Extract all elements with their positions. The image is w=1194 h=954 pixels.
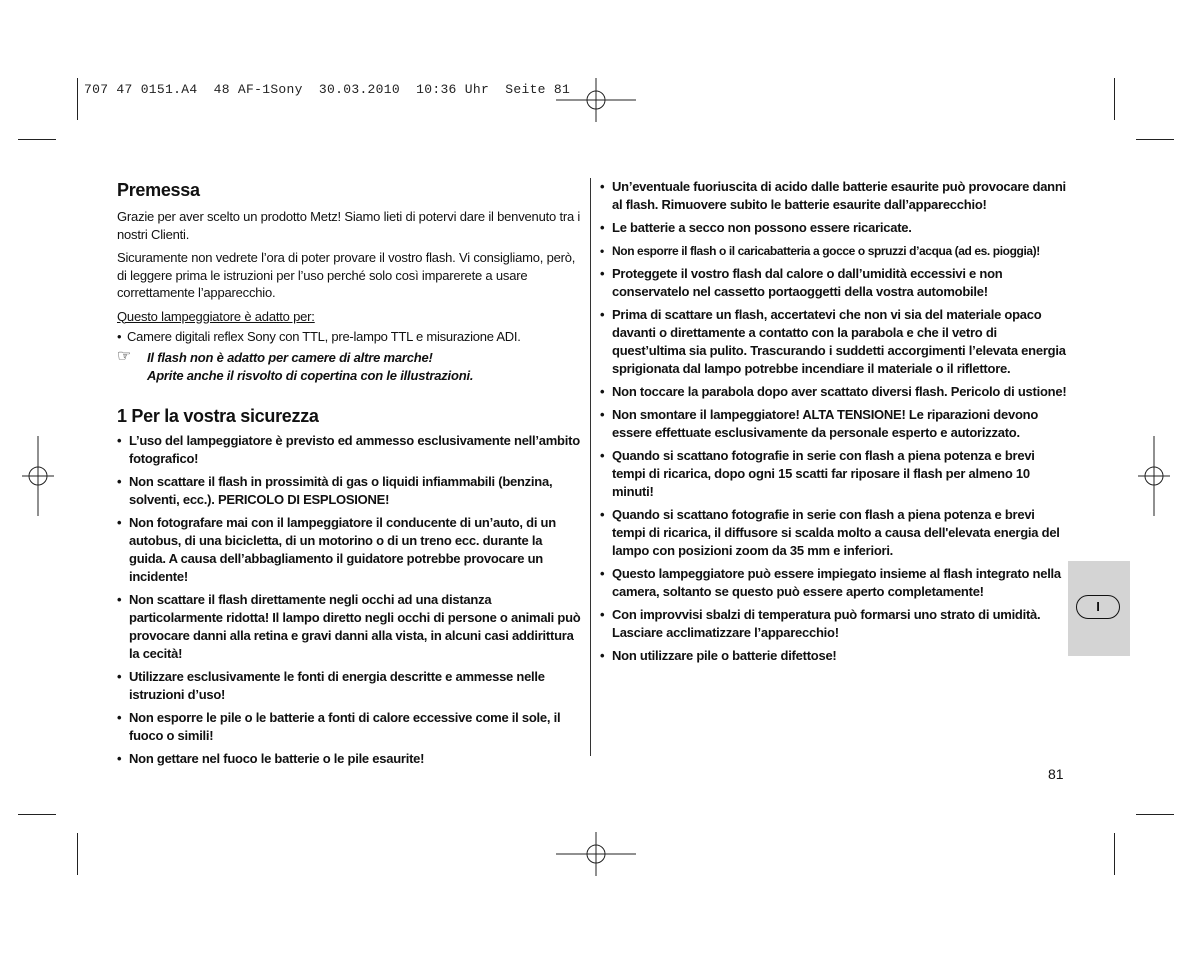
list-item: [600, 647, 1070, 665]
list-item: [600, 265, 1070, 301]
list-item-text: Non utilizzare pile o batterie difettose!: [612, 648, 837, 663]
list-item-text: Prima di scattare un flash, accertatevi che non vi sia del materiale opaco davanti o direttamente a contatto con la parabola e che il vetro di quest’ultima sia pulito. Trascurando i suddetti accorgimenti l’elevata energia sprigionata dal lampo potrebbe incendiare il materiale o il riflettore.: [612, 307, 1066, 376]
page-number: 81: [1048, 766, 1064, 782]
safety-list-left: [117, 432, 582, 768]
intro-paragraph: Grazie per aver scelto un prodotto Metz! Siamo lieti di potervi dare il benvenuto tra i nostri Clienti.: [117, 209, 581, 242]
safety-list-right: [600, 178, 1070, 665]
list-item: [600, 219, 1070, 237]
list-item-text: Non gettare nel fuoco le batterie o le pile esaurite!: [129, 751, 425, 766]
list-item-text: Con improvvisi sbalzi di temperatura può formarsi uno strato di umidità. Lasciare acclimatizzare l’apparecchio!: [612, 607, 1041, 640]
intro-paragraph: Sicuramente non vedrete l’ora di poter provare il vostro flash. Vi consigliamo, però, di leggere prima le istruzioni per l’uso perché solo così imparerete a usare correttamente l’apparecchio.: [117, 250, 576, 300]
print-header: 707 47 0151.A4 48 AF-1Sony 30.03.2010 10:36 Uhr Seite 81: [84, 82, 571, 97]
list-item: [117, 514, 582, 586]
column-divider: [590, 178, 591, 756]
registration-mark-icon: [1138, 436, 1170, 516]
crop-mark: [77, 78, 78, 120]
list-item-text: Le batterie a secco non possono essere ricaricate.: [612, 220, 912, 235]
crop-mark: [1136, 814, 1174, 815]
language-tab-label: I: [1076, 595, 1120, 619]
list-item: [117, 750, 582, 768]
bullet-icon: •: [600, 307, 605, 322]
list-item-text: Un’eventuale fuoriuscita di acido dalle batterie esaurite può provocare danni al flash. Rimuovere subito le batterie esaurite dall’apparecchio!: [612, 179, 1066, 212]
bullet-icon: •: [117, 751, 122, 766]
note-line: Il flash non è adatto per camere di altre marche!: [147, 350, 433, 365]
bullet-icon: •: [600, 220, 605, 235]
list-item-text: L’uso del lampeggiatore è previsto ed ammesso esclusivamente nell’ambito fotografico!: [129, 433, 580, 466]
list-item: [117, 591, 582, 663]
list-item: [600, 447, 1070, 501]
list-item: [600, 565, 1070, 601]
list-item-text: Utilizzare esclusivamente le fonti di energia descritte e ammesse nelle istruzioni d’uso!: [129, 669, 545, 702]
crop-mark: [1114, 833, 1115, 875]
list-item: [600, 406, 1070, 442]
list-item-text: Camere digitali reflex Sony con TTL, pre-lampo TTL e misurazione ADI.: [127, 329, 521, 344]
list-item-text: Non scattare il flash direttamente negli occhi ad una distanza particolarmente ridotta! Il lampo diretto negli occhi di persone o animali può provocare danni alla retina e gravi danni alla vista, in alcuni casi addirittura la cecità!: [129, 592, 581, 661]
list-item: [117, 432, 582, 468]
section-title: 1 Per la vostra sicurezza: [117, 406, 319, 426]
bullet-icon: •: [117, 592, 122, 607]
crop-mark: [1136, 139, 1174, 140]
bullet-icon: •: [600, 244, 604, 258]
list-item-text: Questo lampeggiatore può essere impiegato insieme al flash integrato nella camera, soltanto se questo può essere aperto completamente!: [612, 566, 1061, 599]
list-item-text: Quando si scattano fotografie in serie con flash a piena potenza e brevi tempi di ricarica, il diffusore si scalda molto a causa dell'elevata energia del lampo con posizioni zoom da 35 mm e inferiori.: [612, 507, 1060, 558]
list-item: [600, 178, 1070, 214]
bullet-icon: •: [600, 266, 605, 281]
list-item-text: Non esporre il flash o il caricabatteria a gocce o spruzzi d’acqua (ad es. pioggia)!: [612, 244, 1040, 258]
bullet-icon: •: [117, 710, 122, 725]
left-column: [117, 180, 582, 773]
suitable-label: Questo lampeggiatore è adatto per:: [117, 308, 315, 324]
crop-mark: [18, 814, 56, 815]
crop-mark: [1114, 78, 1115, 120]
list-item: [600, 606, 1070, 642]
list-item-text: Non fotografare mai con il lampeggiatore il conducente di un’auto, di un autobus, di una bicicletta, di un motorino o di un treno ecc. durante la guida. A causa dell’abbagliamento il guidatore potrebbe provocare un incidente!: [129, 515, 556, 584]
list-item: [117, 709, 582, 745]
suitable-list: [117, 328, 582, 346]
list-item-text: Non scattare il flash in prossimità di gas o liquidi infiammabili (benzina, solventi, ecc.). PERICOLO DI ESPLOSIONE!: [129, 474, 553, 507]
list-item: [117, 668, 582, 704]
bullet-icon: •: [600, 507, 605, 522]
list-item-text: Non smontare il lampeggiatore! ALTA TENSIONE! Le riparazioni devono essere effettuate esclusivamente da personale esperto e autorizzato.: [612, 407, 1039, 440]
list-item: [117, 473, 582, 509]
crop-mark: [18, 139, 56, 140]
bullet-icon: •: [117, 669, 122, 684]
bullet-icon: •: [600, 648, 605, 663]
bullet-icon: •: [600, 179, 605, 194]
list-item: [600, 383, 1070, 401]
list-item-text: Non esporre le pile o le batterie a fonti di calore eccessive come il sole, il fuoco o simili!: [129, 710, 561, 743]
bullet-icon: •: [600, 607, 605, 622]
language-tab: [1068, 561, 1130, 656]
bullet-icon: •: [600, 566, 605, 581]
bullet-icon: •: [600, 407, 605, 422]
bullet-icon: •: [117, 474, 122, 489]
list-item: [600, 242, 1070, 260]
right-column: [600, 178, 1070, 670]
list-item-text: Non toccare la parabola dopo aver scattato diversi flash. Pericolo di ustione!: [612, 384, 1067, 399]
list-item: [117, 328, 582, 346]
crop-mark: [77, 833, 78, 875]
registration-mark-icon: [22, 436, 54, 516]
bullet-icon: •: [117, 515, 122, 530]
bullet-icon: •: [600, 384, 605, 399]
bullet-icon: •: [600, 448, 605, 463]
registration-mark-icon: [556, 832, 636, 876]
intro-title: Premessa: [117, 180, 200, 200]
list-item-text: Proteggete il vostro flash dal calore o dall’umidità eccessivi e non conservatelo nel cassetto portaoggetti della vostra automobile!: [612, 266, 1003, 299]
note: [117, 349, 582, 384]
note-line: Aprite anche il risvolto di copertina con le illustrazioni.: [147, 367, 474, 383]
bullet-icon: •: [117, 433, 122, 448]
list-item: [600, 306, 1070, 378]
list-item-text: Quando si scattano fotografie in serie con flash a piena potenza e brevi tempi di ricarica, dopo ogni 15 scatti far riposare il flash per almeno 10 minuti!: [612, 448, 1035, 499]
bullet-icon: •: [117, 329, 122, 344]
list-item: [600, 506, 1070, 560]
pointing-hand-icon: ☞: [117, 348, 132, 365]
